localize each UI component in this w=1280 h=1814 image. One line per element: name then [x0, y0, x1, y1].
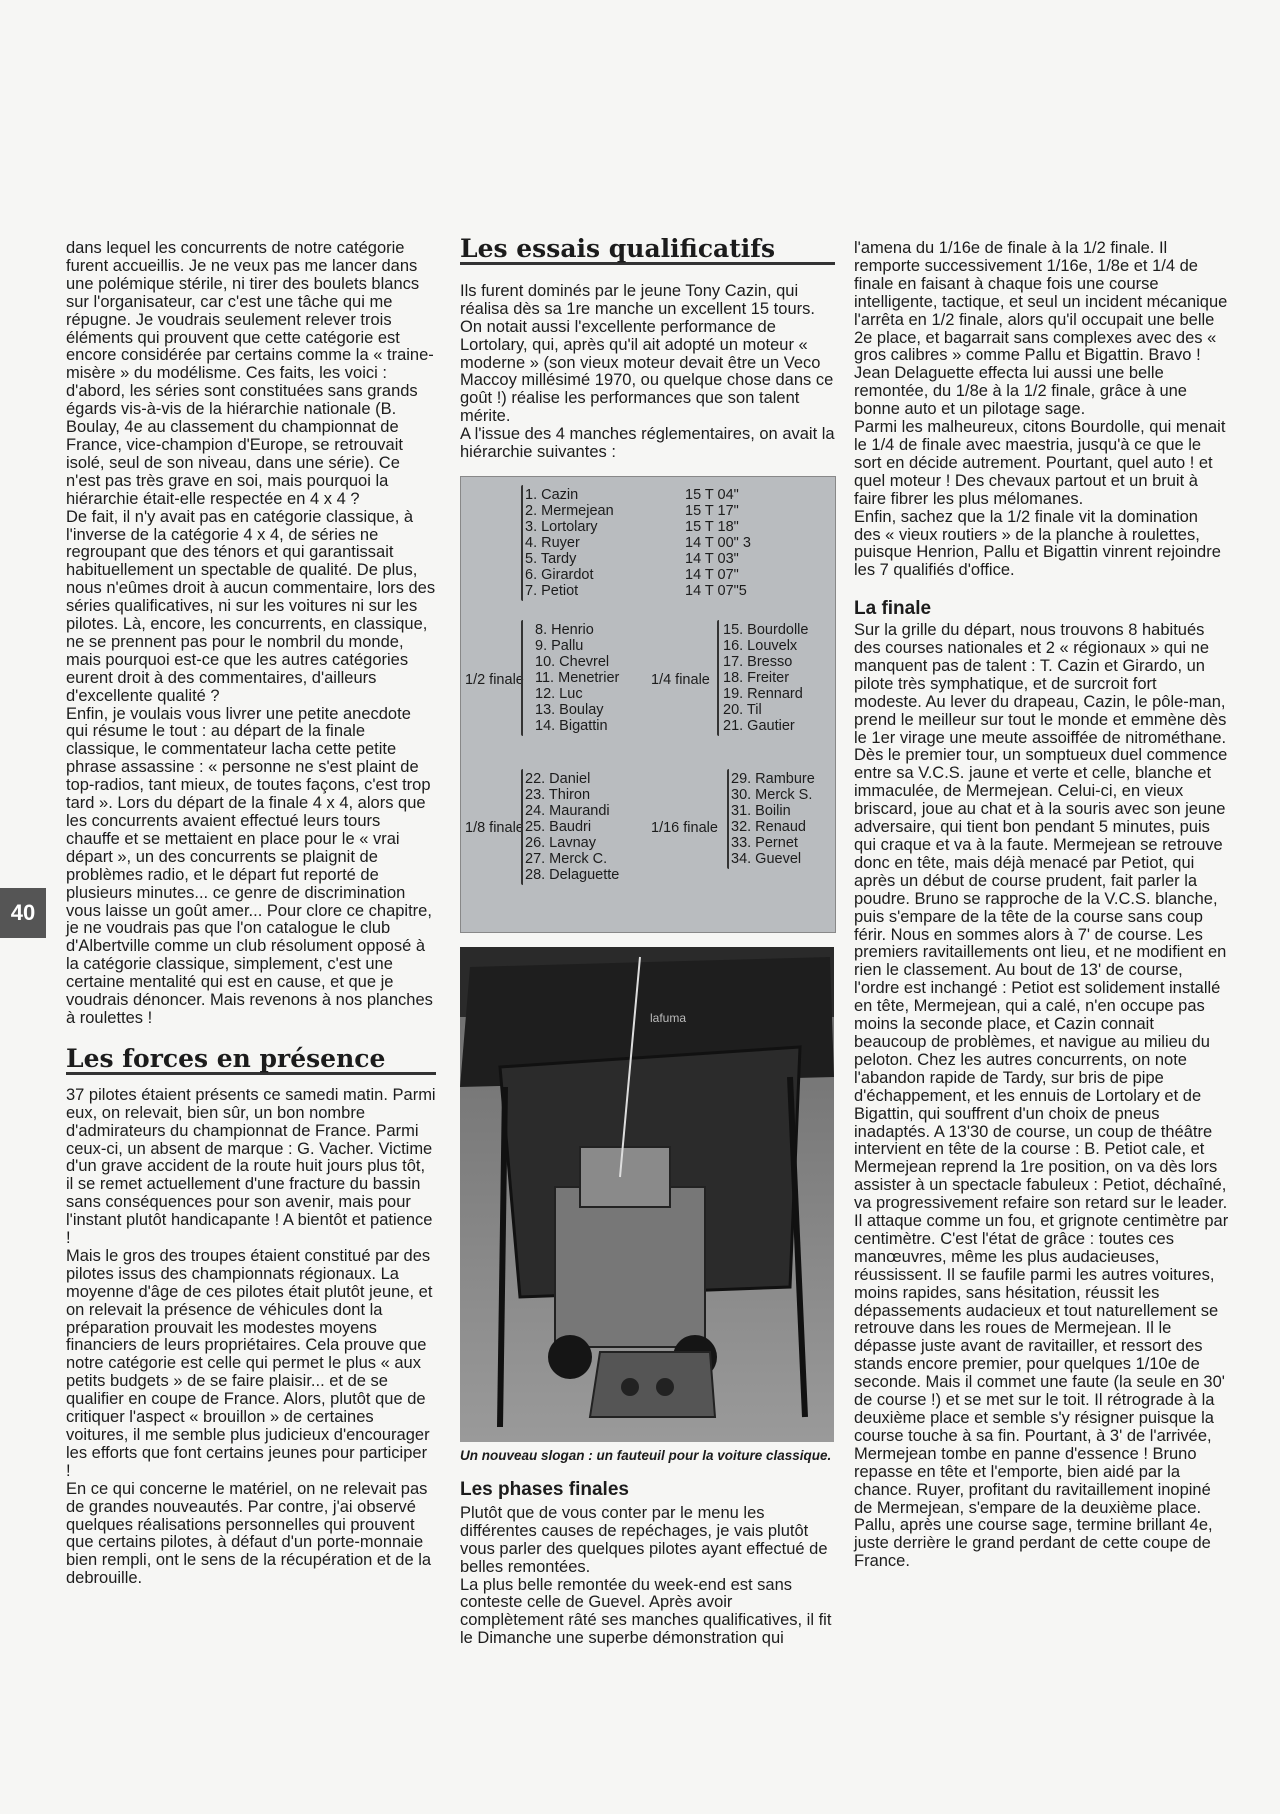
- photo-illustration: [460, 947, 834, 1442]
- half-final-list: [535, 622, 619, 734]
- brace: [521, 769, 523, 885]
- list-item: 29. Rambure: [731, 770, 815, 787]
- section-heading-finale: La finale: [854, 598, 932, 620]
- paragraph: A l'issue des 4 manches réglementaires, on avait la hiérarchie suivantes :: [460, 425, 835, 462]
- paragraph: Mais le gros des troupes étaient constitué par des pilotes issus des championnats régionaux. La moyenne d'âge de ces pilotes était plutôt jeune, et on relevait la présence de véhicules dont la préparation prouvait les modestes moyens financiers de leurs propriétaires. Cela prouve que notre catégorie est celle qui permet le plus « aux petits budgets » de se faire plaisir... et de se qualifier en coupe de France. Alors, plutôt que de critiquer l'aspect « brouillon » de certaines voitures, il me semble plus judicieux d'encourager les efforts que font certains jeunes pour participer !: [66, 1246, 433, 1480]
- quarter-final-label: 1/4 finale: [651, 671, 710, 688]
- section-heading-forces: Les forces en présence: [66, 1043, 386, 1073]
- eighth-final-label: 1/8 finale: [465, 819, 524, 836]
- column-3: [854, 240, 1229, 1571]
- qualified-time: 14 T 03": [685, 550, 739, 567]
- list-item: 17. Bresso: [723, 653, 793, 670]
- results-table: [460, 476, 836, 933]
- list-item: 20. Til: [723, 701, 762, 718]
- paragraph: Jean Delaguette effecta lui aussi une belle remontée, du 1/8e à la 1/2 finale, grâce à une bonne auto et un pilotage sage.: [854, 364, 1187, 419]
- photo-brand-text: lafuma: [650, 1010, 687, 1025]
- list-item: 12. Luc: [535, 685, 583, 702]
- paragraph: La plus belle remontée du week-end est sans conteste celle de Guevel. Après avoir complètement râté ses manches qualificatives, il fit le Dimanche une superbe démonstration qui: [460, 1575, 832, 1648]
- paragraph: Parmi les malheureux, citons Bourdolle, qui menait le 1/4 de finale avec maestria, jusqu'à ce que le sort en décide autrement. Pourtant, quel auto ! et quel moteur ! Des chevaux partout et un bruit à faire fibrer les plus mélomanes.: [854, 418, 1226, 508]
- list-item: 27. Merck C.: [525, 850, 608, 867]
- sixteenth-final-label: 1/16 finale: [651, 819, 718, 836]
- qualified-time: 15 T 04": [685, 486, 739, 503]
- list-item: 16. Louvelx: [723, 637, 798, 654]
- photo-caption: Un nouveau slogan : un fauteuil pour la voiture classique.: [460, 1447, 832, 1463]
- brace: [717, 620, 719, 736]
- paragraph: Sur la grille du départ, nous trouvons 8 habitués des courses nationales et 2 « régionaux » qui ne manquent pas de talent : T. Cazin et Girardo, un pilote très symphatique, et de surcroit fort modeste. Au lever du drapeau, Cazin, le pôle-man, prend le meilleur sur tout le monde et emmène dès le 1er virage une meute assoiffée de nitrométhane. Dès le premier tour, un somptueux duel commence entre sa V.C.S. jaune et verte et celle, blanche et immaculée, de Mermejean. Celui-ci, en vieux briscard, joue au chat et à la souris avec son jeune adversaire, qui tient bon pendant 5 minutes, puis qui craque et va à la faute. Mermejean se retrouve donc en tête, mais déjà menacé par Petiot, qui après un début de course prudent, fait parler la poudre. Bruno se rapproche de la V.C.S. blanche, puis s'empare de la tête de la course sans coup férir. Nous en sommes alors à 7' de course. Les premiers ravitaillements ont lieu, et ne modifient en rien le classement. Au bout de 13' de course, l'ordre est inchangé : Petiot est solidement installé en tête, Mermejean, qui a calé, n'en occupe pas moins la seconde place, et Cazin connait beaucoup de problèmes, et navigue au milieu du peloton. Chez les autres concurrents, on note l'abandon rapide de Tardy, sur bris de pipe d'échappement, et les ennuis de Lortolary et de Bigattin, qui souffrent d'un choix de pneus inadaptés. A 13'30 de course, un coup de théâtre intervient en tête de la course : B. Petiot cale, et Mermejean reprend la 1re position, on va dès lors assister à un spectacle fabuleux : Petiot, déchaîné, va progressivement refaire son retard sur le leader. Il attaque comme un fou, et grignote centimètre par centimètre. C'est l'état de grâce : toutes ces manœuvres, même les plus audacieuses, réussissent. Il se faufile parmi les autres voitures, moins rapides, sans hésitation, réussit les dépassements audacieux et tout naturellement se retrouve dans les roues de Mermejean. Il le dépasse juste avant de ravitailler, et ressort des stands encore premier, pour quelques 1/10e de seconde. Mais il commet une faute (la seule en 30' de course !) et se met sur le toit. Il rétrograde à la deuxième place et semble s'y résigner puisque la course touche à sa fin. Pourtant, à 3' de l'arrivée, Mermejean tombe en panne d'essence ! Bruno repasse en tête et l'emporte, bien aidé par la chance. Ruyer, profitant du ravitaillement inopiné de Mermejean, s'empare de la deuxième place. Pallu, après une course sage, termine brillant 4e, juste derrière le grand perdant de cette coupe de France.: [854, 621, 1229, 1571]
- list-item: 30. Merck S.: [731, 786, 813, 803]
- qualified-time: 14 T 07": [685, 566, 739, 583]
- list-item: 8. Henrio: [535, 621, 594, 638]
- paragraph: dans lequel les concurrents de notre catégorie furent accueillis. Je ne veux pas me lancer dans une polémique stérile, ni tirer des boulets blancs sur l'organisateur, car c'est une tâche qui me répugne. Je voudrais seulement relever trois éléments qui prouvent que cette catégorie est encore considérée par certains comme la « traine-misère » du modélisme. Ces faits, les voici : d'abord, les séries sont constituées sans grands égards vis-à-vis de la hiérarchie nationale (B. Boulay, 4e au classement du championnat de France, vice-champion d'Europe, se retrouvait isolé, seul de son niveau, dans une série). Ce n'est pas très grave en soi, mais pourquoi la hiérarchie était-elle respectée en 4 x 4 ?: [66, 239, 434, 508]
- list-item: 21. Gautier: [723, 717, 795, 734]
- qualified-time: 15 T 17": [685, 502, 739, 519]
- paragraph: Enfin, je voulais vous livrer une petite anecdote qui résume le tout : au départ de la finale classique, le commentateur lacha cette petite phrase assassine : « personne ne s'est plaint de top-radios, tant mieux, de toutes façons, c'est trop tard ». Lors du départ de la finale 4 x 4, alors que les concurrents avaient effectué leurs tours chauffe et se mettaient en place pour le « vrai départ », un des concurrents se plaignit de problèmes radio, et le départ fut reporté de plusieurs minutes... ce genre de discrimination vous laisse un goût amer... Pour clore ce chapitre, je ne voudrais pas que l'on catalogue le club d'Albertville comme un club résolument opposé à la catégorie classique, simplement, c'est une certaine mentalité qui est en cause, et que je voudrais dénoncer. Mais revenons à nos planches à roulettes !: [66, 704, 433, 1027]
- qualified-list: [525, 487, 815, 599]
- list-item: 25. Baudri: [525, 818, 592, 835]
- list-item: 18. Freiter: [723, 669, 790, 686]
- list-item: 13. Boulay: [535, 701, 604, 718]
- qualified-name: 2. Mermejean: [525, 502, 614, 519]
- page-number: 40: [0, 888, 46, 938]
- qualified-name: 3. Lortolary: [525, 518, 598, 535]
- list-item: 11. Menetrier: [535, 669, 620, 686]
- column-1: [66, 240, 436, 1588]
- sixteenth-final-list: [731, 771, 815, 867]
- list-item: 19. Rennard: [723, 685, 803, 702]
- list-item: 28. Delaguette: [525, 866, 620, 883]
- photo-car-in-chair: [460, 947, 834, 1442]
- paragraph: De fait, il n'y avait pas en catégorie classique, à l'inverse de la catégorie 4 x 4, de séries ne regroupant que des ténors et qui garantissait habituellement un spectable de qualité. De plus, nous n'eûmes droit à aucun commentaire, lors des séries qualificatives, ni sur les voitures ni sur les pilotes. Là, encore, les concurrents, en classique, ne se prennent pas pour le nombril du monde, mais pourquoi est-ce que les autres catégories eurent droit à des commentaires, d'ailleurs d'excellente qualité ?: [66, 507, 436, 705]
- paragraph: Enfin, sachez que la 1/2 finale vit la domination des « vieux routiers » de la planche à roulettes, puisque Henrion, Pallu et Bigattin vinrent rejoindre les 7 qualifiés d'office.: [854, 507, 1221, 580]
- list-item: 9. Pallu: [535, 637, 584, 654]
- list-item: 33. Pernet: [731, 834, 798, 851]
- qualified-name: 1. Cazin: [525, 486, 579, 503]
- list-item: 31. Boilin: [731, 802, 791, 819]
- section-heading-essais: Les essais qualificatifs: [460, 234, 776, 263]
- list-item: 34. Guevel: [731, 850, 802, 867]
- paragraph: En ce qui concerne le matériel, on ne relevait pas de grandes nouveautés. Par contre, j'ai observé quelques réalisations personnelles qui prouvent que certains pilotes, à défaut d'un porte-monnaie bien rempli, ont le sens de la récupération et de la debrouille.: [66, 1479, 432, 1588]
- paragraph: Plutôt que de vous conter par le menu les différentes causes de repéchages, je vais plutôt vous parler des quelques pilotes ayant effectué de belles remontées.: [460, 1503, 828, 1576]
- column-2: [460, 234, 835, 1648]
- qualified-name: 6. Girardot: [525, 566, 594, 583]
- half-final-label: 1/2 finale: [465, 671, 524, 688]
- list-item: 32. Renaud: [731, 818, 806, 835]
- list-item: 22. Daniel: [525, 770, 591, 787]
- brace: [727, 769, 729, 869]
- brace: [521, 620, 523, 736]
- qualified-name: 4. Ruyer: [525, 534, 580, 551]
- list-item: 23. Thiron: [525, 786, 591, 803]
- brace: [521, 485, 523, 601]
- quarter-final-list: [723, 622, 808, 734]
- qualified-time: 14 T 00" 3: [685, 534, 751, 551]
- list-item: 10. Chevrel: [535, 653, 610, 670]
- list-item: 14. Bigattin: [535, 717, 608, 734]
- list-item: 24. Maurandi: [525, 802, 610, 819]
- section-heading-phases: Les phases finales: [460, 1478, 629, 1500]
- qualified-time: 14 T 07"5: [685, 582, 747, 599]
- qualified-name: 5. Tardy: [525, 550, 577, 567]
- list-item: 15. Bourdolle: [723, 621, 809, 638]
- paragraph: Ils furent dominés par le jeune Tony Cazin, qui réalisa dès sa 1re manche un excellent 15 tours. On notait aussi l'excellente performance de Lortolary, qui, après qu'il ait adopté un moteur « moderne » (son vieux moteur devait être un Veco Maccoy millésimé 1970, ou quelque chose dans ce goût !) réalise les performances que son talent mérite.: [460, 281, 834, 426]
- paragraph: l'amena du 1/16e de finale à la 1/2 finale. Il remporte successivement 1/16e, 1/8e et 1/4 de finale en faisant à chaque fois une course intelligente, tactique, et seul un incident mécanique l'arrêta en 1/2 finale, alors qu'il occupait une belle 2e place, et bagarrait sans complexes avec des « gros calibres » comme Pallu et Bigattin. Bravo !: [854, 239, 1228, 365]
- paragraph: 37 pilotes étaient présents ce samedi matin. Parmi eux, on relevait, bien sûr, un bon nombre d'admirateurs du championnat de France. Parmi ceux-ci, un absent de marque : G. Vacher. Victime d'un grave accident de la route huit jours plus tôt, il se remet actuellement d'une fracture du bassin sans conséquences pour son avenir, mais pour l'instant plutôt handicapante ! A bientôt et patience !: [66, 1085, 436, 1248]
- qualified-time: 15 T 18": [685, 518, 739, 535]
- eighth-final-list: [525, 771, 619, 883]
- list-item: 26. Lavnay: [525, 834, 596, 851]
- qualified-name: 7. Petiot: [525, 582, 579, 599]
